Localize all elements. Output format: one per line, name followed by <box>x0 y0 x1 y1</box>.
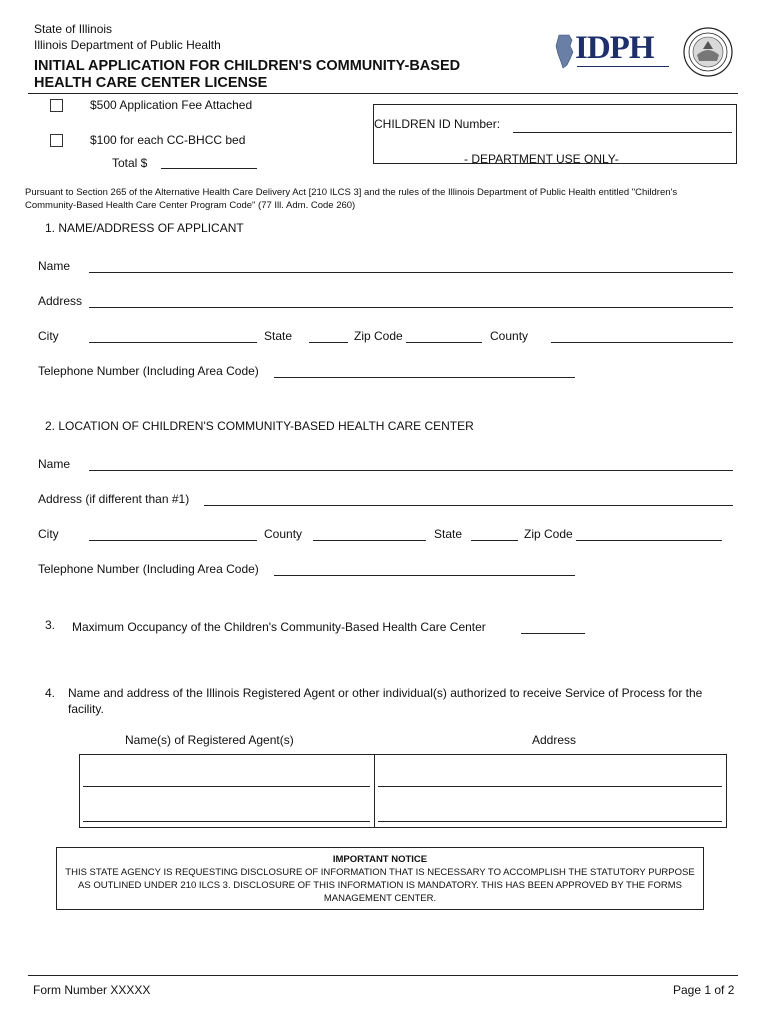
location-city-label: City <box>38 527 59 541</box>
department-use-box <box>373 104 737 164</box>
agent-address-field-1[interactable] <box>378 786 722 787</box>
agent-name-field-1[interactable] <box>83 786 370 787</box>
notice-heading: IMPORTANT NOTICE <box>332 854 428 865</box>
location-zip-label: Zip Code <box>524 527 573 541</box>
location-address-label: Address (if different than #1) <box>38 492 190 506</box>
applicant-city-field[interactable] <box>89 342 257 343</box>
registered-agent-table <box>79 754 727 828</box>
department-use-only-label: - DEPARTMENT USE ONLY- <box>464 152 619 166</box>
page-number: Page 1 of 2 <box>673 983 735 997</box>
statute-line2: Community-Based Health Care Center Program Code" (77 Ill. Adm. Code 260) <box>25 200 356 211</box>
address-column-header: Address <box>532 733 577 747</box>
section3-number: 3. <box>45 618 56 632</box>
agent-address-field-2[interactable] <box>378 821 722 822</box>
applicant-zip-field[interactable] <box>406 342 482 343</box>
important-notice-box <box>56 847 704 910</box>
footer-rule <box>28 975 738 976</box>
location-phone-field[interactable] <box>274 575 575 576</box>
location-address-field[interactable] <box>204 505 733 506</box>
location-county-label: County <box>264 527 303 541</box>
total-label: Total $ <box>112 156 148 170</box>
total-field[interactable] <box>161 168 257 169</box>
table-divider <box>374 755 375 827</box>
applicant-address-field[interactable] <box>89 307 733 308</box>
applicant-phone-label: Telephone Number (Including Area Code) <box>38 364 259 378</box>
children-id-field[interactable] <box>513 132 732 133</box>
fee-500-label: $500 Application Fee Attached <box>90 98 253 112</box>
form-title-line2: HEALTH CARE CENTER LICENSE <box>34 75 268 91</box>
department-name: Illinois Department of Public Health <box>34 38 221 52</box>
header-rule <box>28 93 738 94</box>
applicant-city-label: City <box>38 329 59 343</box>
location-name-label: Name <box>38 457 71 471</box>
state-seal <box>683 27 733 77</box>
location-state-label: State <box>434 527 463 541</box>
agent-name-field-2[interactable] <box>83 821 370 822</box>
location-phone-label: Telephone Number (Including Area Code) <box>38 562 259 576</box>
applicant-zip-label: Zip Code <box>354 329 403 343</box>
applicant-county-field[interactable] <box>551 342 733 343</box>
agents-column-header: Name(s) of Registered Agent(s) <box>125 733 294 747</box>
applicant-state-label: State <box>264 329 293 343</box>
max-occupancy-field[interactable] <box>521 633 585 634</box>
idph-wordmark: IDPH <box>575 30 654 66</box>
applicant-name-label: Name <box>38 259 71 273</box>
location-name-field[interactable] <box>89 470 733 471</box>
seal-icon <box>683 27 733 77</box>
applicant-phone-field[interactable] <box>274 377 575 378</box>
idph-logo <box>553 32 671 72</box>
section4-text-line1: Name and address of the Illinois Registered Agent or other individual(s) authorized to receive Service of Process for the <box>68 686 703 700</box>
section3-text: Maximum Occupancy of the Children's Community-Based Health Care Center <box>72 620 486 634</box>
location-county-field[interactable] <box>313 540 426 541</box>
applicant-state-field[interactable] <box>309 342 348 343</box>
location-city-field[interactable] <box>89 540 257 541</box>
logo-rule <box>577 66 669 67</box>
state-name: State of Illinois <box>34 22 113 36</box>
fee-bed-checkbox[interactable] <box>50 134 63 147</box>
form-title-line1: INITIAL APPLICATION FOR CHILDREN'S COMMUNITY-BASED <box>34 58 461 74</box>
notice-body: THIS STATE AGENCY IS REQUESTING DISCLOSURE OF INFORMATION THAT IS NECESSARY TO ACCOMPLISH THE STATUTORY PURPOSE AS OUTLINED UNDER 210 ILCS 3. DISCLOSURE OF THIS INFORMATION IS MANDATORY. THIS HAS BEEN APPROVED BY THE FORMS MANAGEMENT CENTER. <box>65 867 695 904</box>
section4-text-line2: facility. <box>68 702 104 716</box>
form-number: Form Number XXXXX <box>33 983 151 997</box>
section2-heading: 2. LOCATION OF CHILDREN'S COMMUNITY-BASED HEALTH CARE CENTER <box>45 419 474 433</box>
location-state-field[interactable] <box>471 540 518 541</box>
applicant-county-label: County <box>490 329 529 343</box>
applicant-name-field[interactable] <box>89 272 733 273</box>
statute-line1: Pursuant to Section 265 of the Alternative Health Care Delivery Act [210 ILCS 3] and the rules of the Illinois Department of Public Health entitled "Children's <box>25 187 678 198</box>
section4-number: 4. <box>45 686 56 700</box>
fee-500-checkbox[interactable] <box>50 99 63 112</box>
children-id-label: CHILDREN ID Number: <box>374 117 501 131</box>
location-zip-field[interactable] <box>576 540 722 541</box>
applicant-address-label: Address <box>38 294 83 308</box>
fee-bed-label: $100 for each CC-BHCC bed <box>90 133 246 147</box>
section1-heading: 1. NAME/ADDRESS OF APPLICANT <box>45 221 244 235</box>
